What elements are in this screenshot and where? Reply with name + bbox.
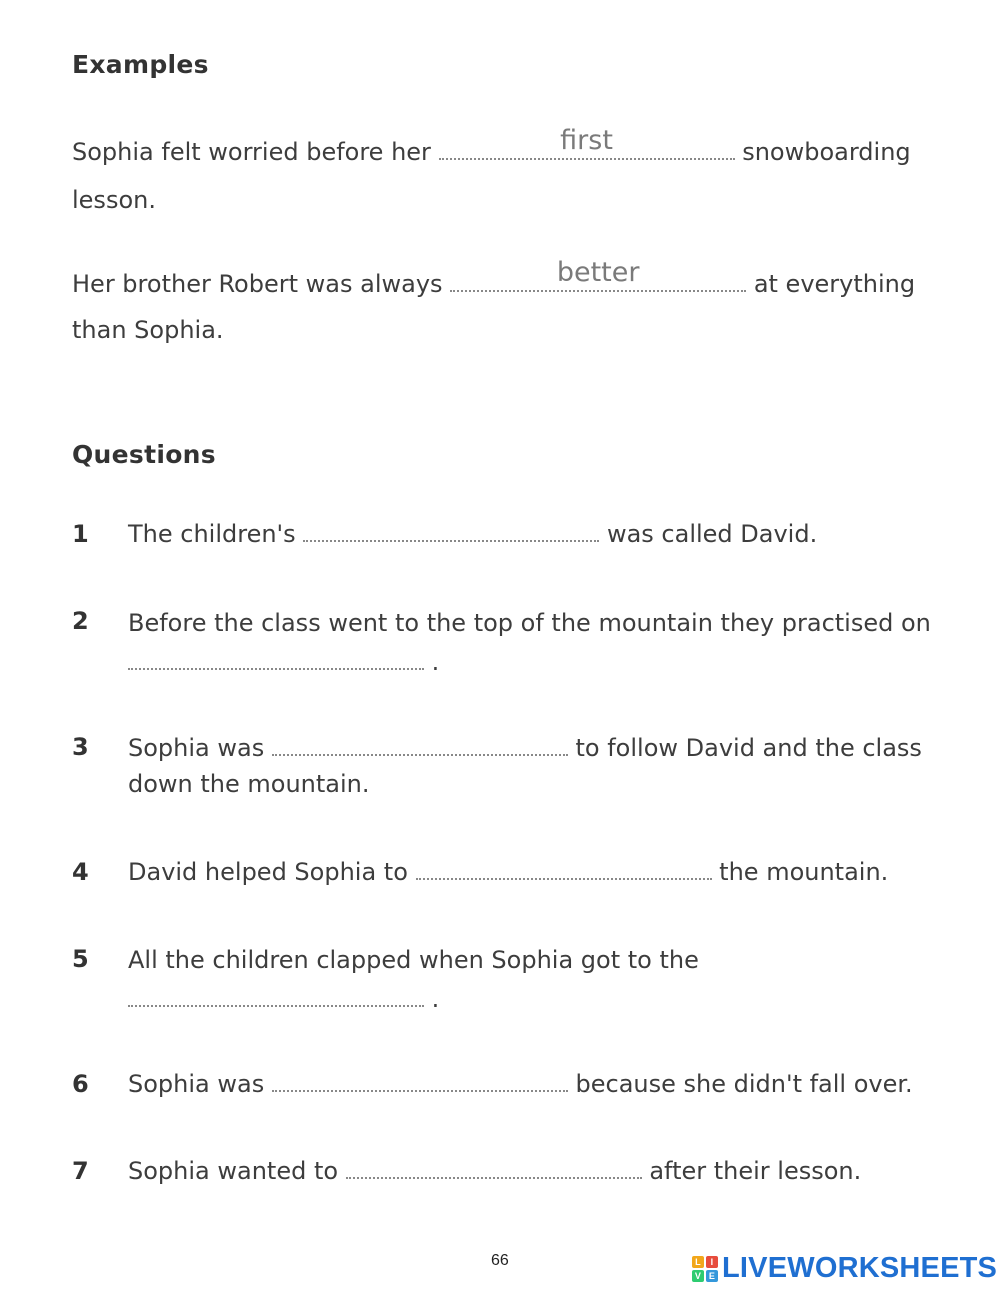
example-2-answer: better <box>556 257 640 288</box>
question-2-line: Before the class went to the top of the mountain they practised on <box>128 609 931 637</box>
question-7-answer-blank[interactable] <box>346 1171 642 1179</box>
question-1-text-after: was called David. <box>606 520 818 548</box>
logo-text: LIVEWORKSHEETS <box>722 1252 998 1284</box>
example-2-text-after: at everything <box>753 270 916 298</box>
question-3-text-before: Sophia was <box>128 734 265 762</box>
question-1-number: 1 <box>72 520 89 548</box>
question-7-text-before: Sophia wanted to <box>128 1157 339 1185</box>
question-6-text-before: Sophia was <box>128 1070 265 1098</box>
example-1-text-before: Sophia felt worried before her <box>72 138 431 166</box>
question-5-answer-blank[interactable] <box>128 999 424 1007</box>
logo-grid-cell: E <box>706 1270 718 1282</box>
question-2-text-after: . <box>431 648 440 676</box>
question-5-blank-line <box>128 985 439 1013</box>
example-2-continuation: than Sophia. <box>72 316 224 344</box>
question-4-number: 4 <box>72 858 89 886</box>
logo-grid-cell: L <box>692 1256 704 1268</box>
example-1-blank <box>439 125 735 160</box>
question-2-answer-blank[interactable] <box>128 662 424 670</box>
questions-heading: Questions <box>72 440 216 469</box>
question-3-line <box>128 734 922 762</box>
question-4-text-after: the mountain. <box>719 858 889 886</box>
question-2-number: 2 <box>72 607 89 635</box>
question-1-text-before: The children's <box>128 520 296 548</box>
question-6-number: 6 <box>72 1070 89 1098</box>
question-5-line: All the children clapped when Sophia got to the <box>128 946 699 974</box>
liveworksheets-logo[interactable] <box>692 1252 997 1285</box>
question-5-number: 5 <box>72 945 89 973</box>
question-7-number: 7 <box>72 1157 89 1185</box>
question-3-number: 3 <box>72 733 89 761</box>
question-3-text-after: to follow David and the class <box>575 734 922 762</box>
example-1-text-after: snowboarding <box>742 138 911 166</box>
question-6-line <box>128 1070 913 1098</box>
example-1-answer: first <box>560 125 613 156</box>
question-1-answer-blank[interactable] <box>303 534 599 542</box>
question-6-text-after: because she didn't fall over. <box>575 1070 913 1098</box>
example-1-line <box>72 125 911 166</box>
question-1-line <box>128 520 817 548</box>
question-3-continuation: down the mountain. <box>128 770 370 798</box>
question-7-text-after: after their lesson. <box>649 1157 862 1185</box>
question-4-text-before: David helped Sophia to <box>128 858 408 886</box>
logo-grid-cell: V <box>692 1270 704 1282</box>
question-5-text-after: . <box>431 985 440 1013</box>
page-number: 66 <box>491 1252 509 1269</box>
logo-grid-icon <box>692 1256 718 1282</box>
question-2-blank-line <box>128 648 439 676</box>
question-7-line <box>128 1157 861 1185</box>
example-2-text-before: Her brother Robert was always <box>72 270 443 298</box>
logo-grid-cell: I <box>706 1256 718 1268</box>
example-1-continuation: lesson. <box>72 186 156 214</box>
question-4-answer-blank[interactable] <box>416 872 712 880</box>
example-2-line <box>72 257 916 298</box>
question-3-answer-blank[interactable] <box>272 748 568 756</box>
examples-heading: Examples <box>72 50 209 79</box>
question-4-line <box>128 858 888 886</box>
example-2-blank <box>450 257 746 292</box>
question-6-answer-blank[interactable] <box>272 1084 568 1092</box>
